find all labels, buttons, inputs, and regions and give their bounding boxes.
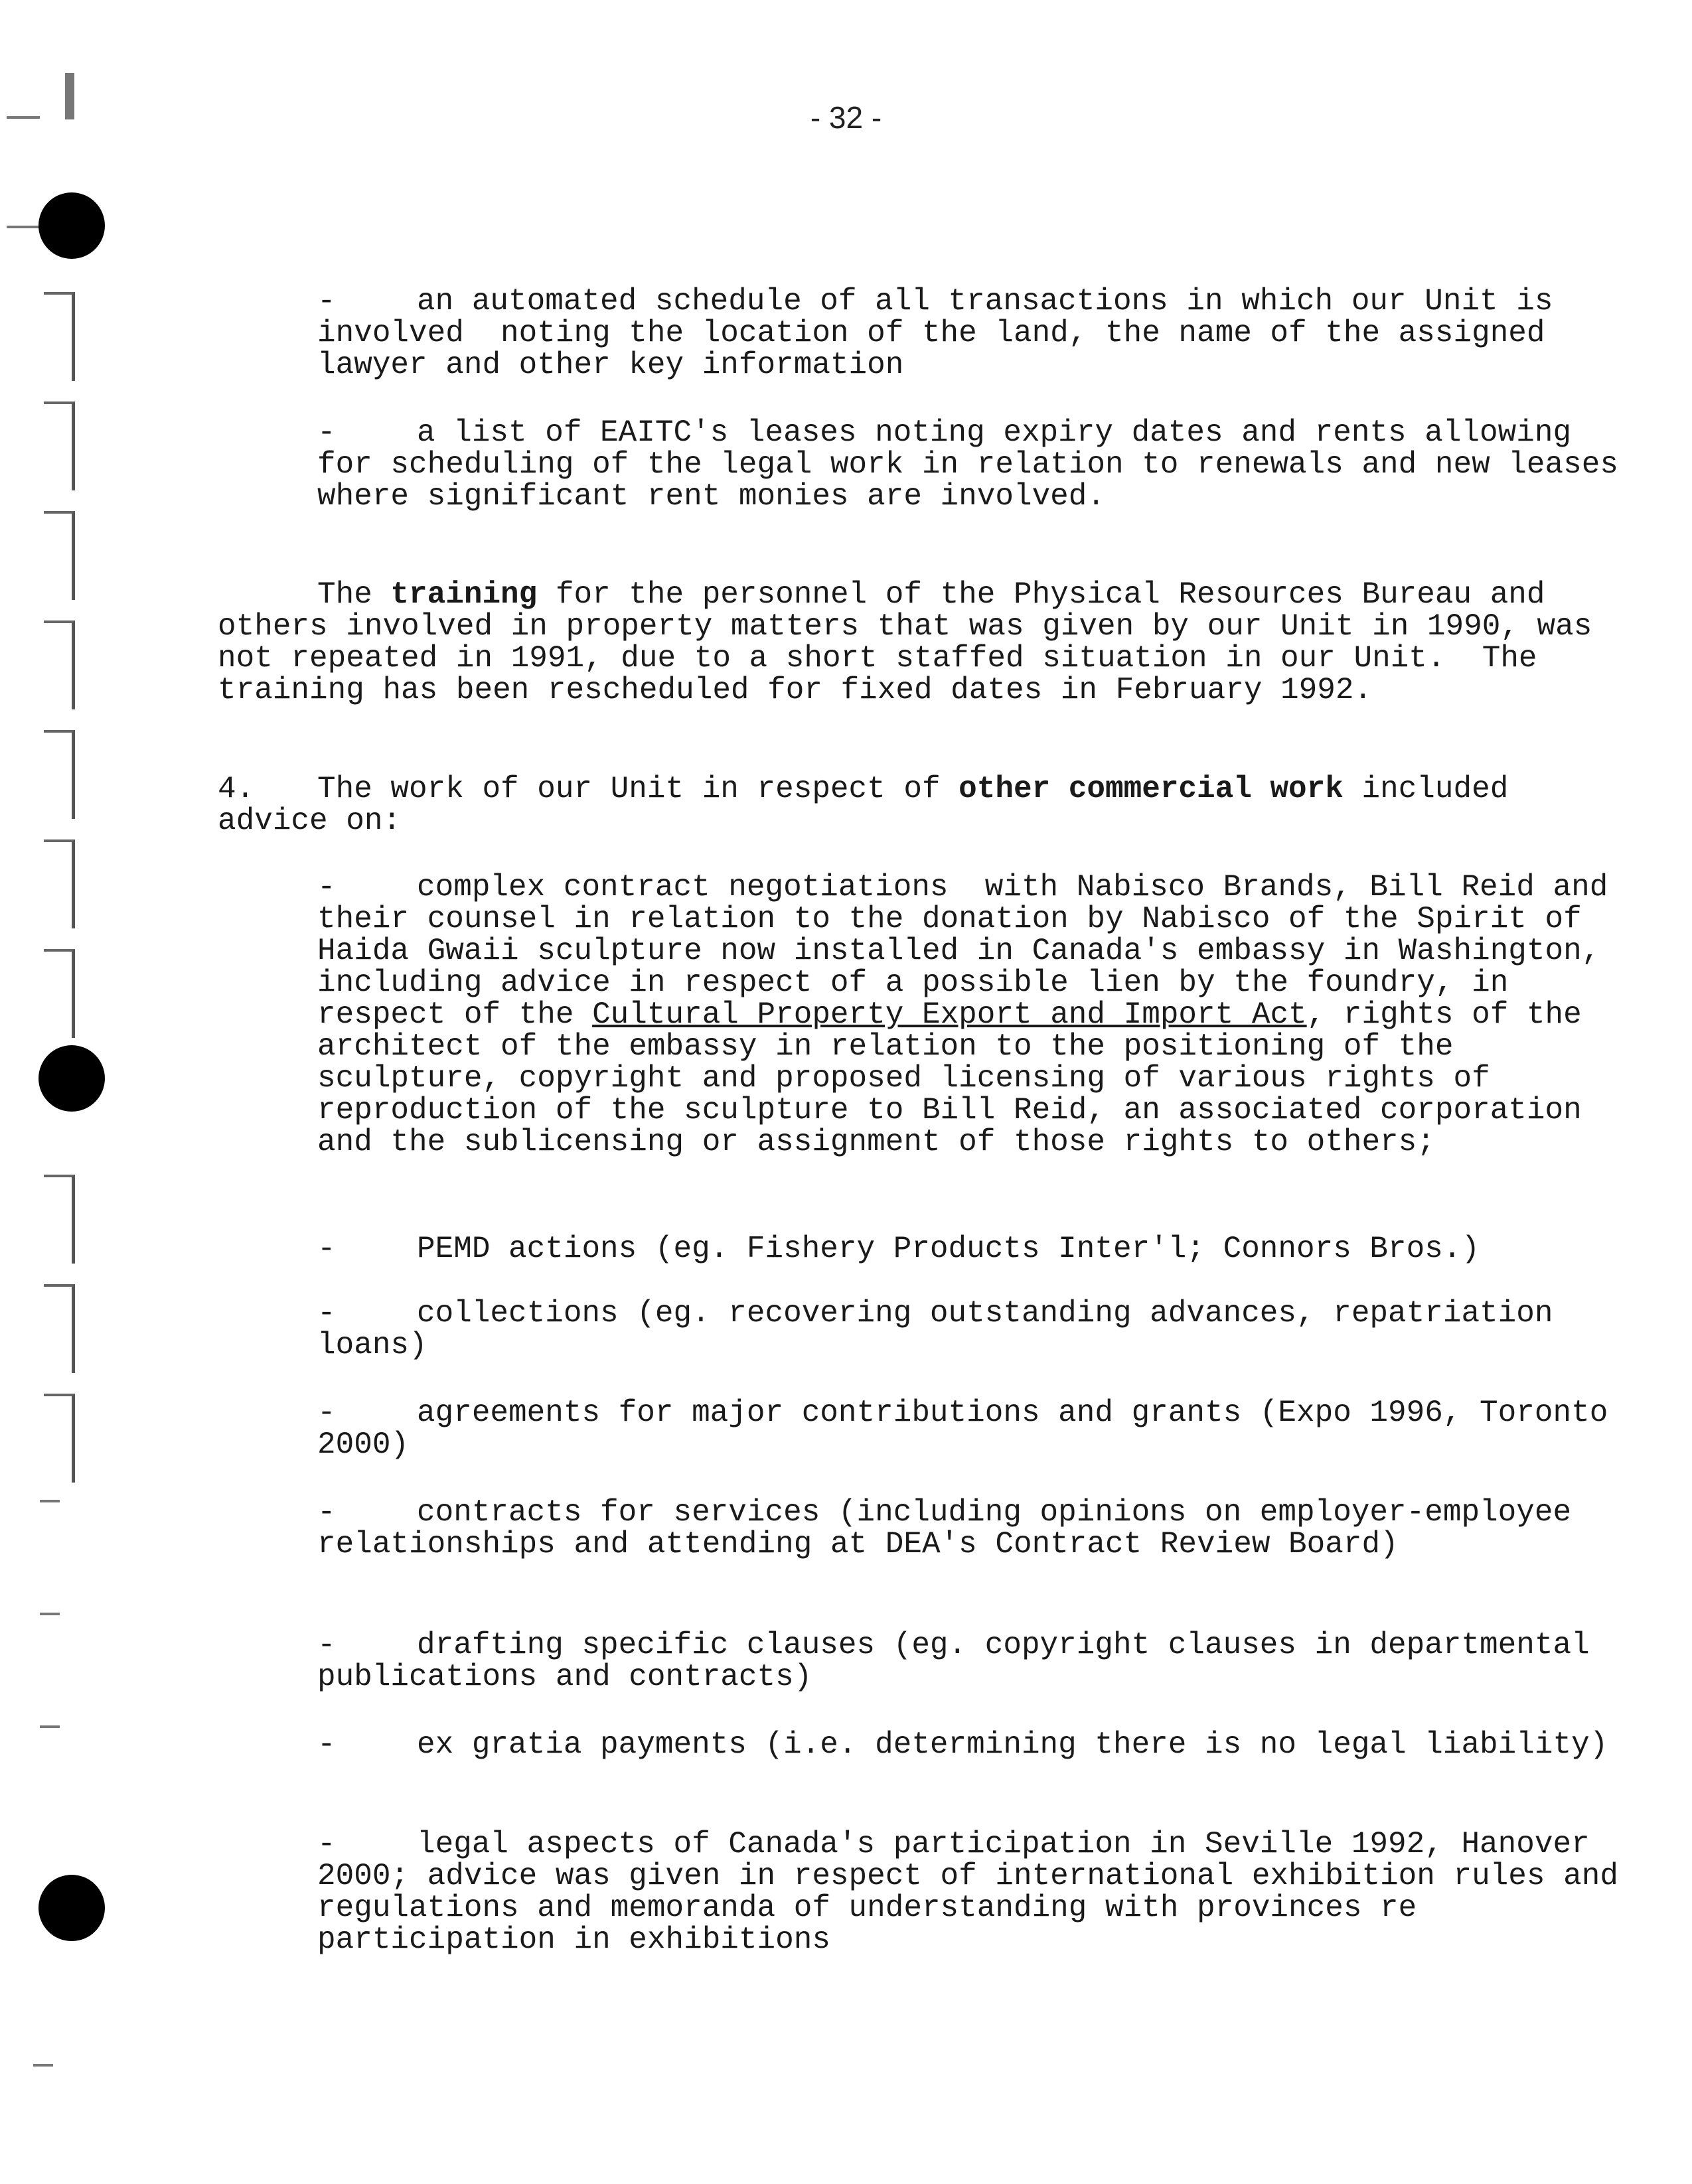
bullet-dash: - [317,284,336,319]
margin-tab [44,1284,75,1373]
bullet-dash: - [317,1827,336,1861]
bullet-dash: - [317,1495,336,1530]
bullet-exhibitions [317,1827,1637,1957]
item-4-paragraph [218,773,1618,837]
training-bold: training [390,577,538,612]
item-4-bold: other commercial work [959,772,1344,806]
margin-tick [40,1500,60,1502]
margin-tab [44,949,75,1038]
bullet-text: contracts for services (including opinions on employer-employee relationships and attending at DEA's Contract Review Board) [317,1495,1590,1562]
margin-tab [44,839,75,928]
bullet-text: legal aspects of Canada's participation in Seville 1992, Hanover 2000; advice was given in respect of international exhibition rules and regulations and memoranda of understanding with provinces re participation in exhibitions [317,1827,1637,1957]
bullet-dash: - [317,1628,336,1662]
margin-tick [40,1613,60,1615]
bullet-dash: - [317,415,336,450]
margin-tab [44,730,75,819]
margin-tab [44,1175,75,1264]
item-number: 4. [218,772,255,806]
margin-tick [33,2064,53,2067]
punch-hole [38,1875,105,1941]
bullet-contracts [317,1496,1618,1560]
nabisco-post: , rights of the architect of the embassy in relation to the positioning of the sculpture, copyright and proposed licensing of various rights of reproduction of the sculpture to Bill Reid, an associated corporation and the sublicensing or assignment of those rights to others; [317,997,1600,1159]
binder-margin [0,0,113,2184]
margin-tab [44,292,75,381]
bullet-text: a list of EAITC's leases noting expiry dates and rents allowing for scheduling of the legal work in relation to renewals and new leases where significant rent monies are involved. [317,415,1655,514]
bullet-text: PEMD actions (eg. Fishery Products Inter'l; Connors Bros.) [417,1232,1480,1266]
bullet-collections [317,1297,1618,1361]
bullet-leases-list [317,415,1655,514]
bullet-drafting [317,1629,1618,1693]
margin-tick [40,1725,60,1728]
punch-hole [38,1045,105,1112]
bullet-dash: - [317,1396,336,1430]
bullet-text: ex gratia payments (i.e. determining there is no legal liability) [417,1727,1608,1762]
bullet-text: agreements for major contributions and grants (Expo 1996, Toronto 2000) [317,1396,1626,1462]
act-title: Cultural Property Export and Import Act [592,997,1307,1032]
training-pre: The [317,577,391,612]
item-4-pre: The work of our Unit in respect of [317,772,959,806]
training-post: for the personnel of the Physical Resources Bureau and others involved in property matters that was given by our Unit in 1990, was not repeated in 1991, due to a short staffed situation in our Unit. The training has been rescheduled for fixed dates in February 1992. [218,577,1610,707]
bullet-ex-gratia [317,1729,1618,1761]
bullet-text: an automated schedule of all transactions in which our Unit is involved noting the location of the land, the name of the assigned lawyer and other key information [317,284,1572,382]
nabisco-pre: complex contract negotiations with Nabisco Brands, Bill Reid and their counsel in relation to the donation by Nabisco of the Spirit of Haida Gwaii sculpture now installed in Canada's embassy in Washington, including advice in respect of a possible lien by the foundry, in respect of the [317,870,1626,1032]
bullet-text: drafting specific clauses (eg. copyright clauses in departmental publications and contracts) [317,1628,1608,1694]
bullet-automated-schedule [317,285,1618,381]
margin-tab [44,1394,75,1483]
margin-tab [44,401,75,490]
punch-hole [38,192,105,259]
bullet-text: collections (eg. recovering outstanding advances, repatriation loans) [317,1296,1572,1362]
margin-tab [44,620,75,709]
bullet-agreements [317,1396,1626,1462]
bullet-dash: - [317,1296,336,1331]
bullet-nabisco [317,870,1626,1159]
margin-tab [44,511,75,600]
margin-tick [7,226,40,228]
item-4-post: included advice on: [218,772,1527,838]
bullet-dash: - [317,1232,336,1266]
bullet-dash: - [317,870,336,905]
bullet-pemd [317,1233,1618,1265]
bullet-dash: - [317,1727,336,1762]
training-paragraph [218,579,1618,706]
page-number: - 32 - [810,100,882,135]
